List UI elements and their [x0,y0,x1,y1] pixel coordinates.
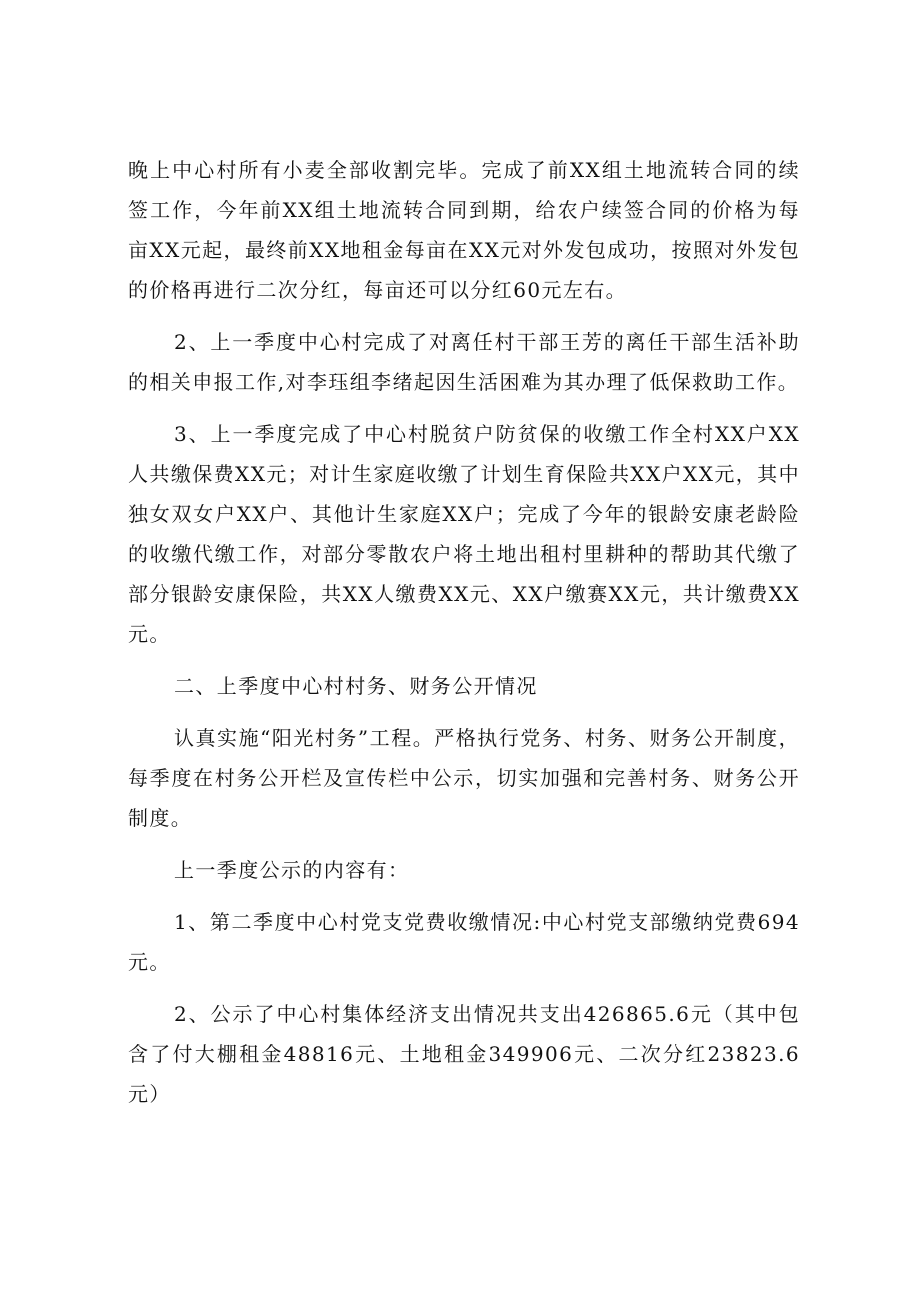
paragraph-disclosure-content-intro: 上一季度公示的内容有： [174,858,410,882]
paragraph-collective-expenditure: 2、公示了中心村集体经济支出情况共支出426865.6元（其中包含了付大棚租金48816元、土地租金349906元、二次分红23823.6元） [128,1002,800,1106]
document-body [128,150,800,1114]
paragraph-harvest-and-land-contracts: 晚上中心村所有小麦全部收割完毕。完成了前XX组土地流转合同的续签工作，今年前XX组土地流转合同到期，给农户续签合同的价格为每亩XX元起，最终前XX地租金每亩在XX元对外发包成功，按照对外发包的价格再进行二次分红，每亩还可以分红60元左右。 [128,158,800,302]
section-heading-village-affairs-disclosure: 二、上季度中心村村务、财务公开情况 [174,674,538,698]
paragraph-retired-cadre-subsidy: 2、上一季度中心村完成了对离任村干部王芳的离任干部生活补助的相关申报工作,对李珏组李绪起因生活困难为其办理了低保救助工作。 [128,330,800,394]
paragraph-party-dues: 1、第二季度中心村党支党费收缴情况:中心村党支部缴纳党费694元。 [128,910,800,974]
paragraph-sunshine-village-affairs: 认真实施“阳光村务”工程。严格执行党务、村务、财务公开制度，每季度在村务公开栏及宣传栏中公示，切实加强和完善村务、财务公开制度。 [128,726,800,830]
paragraph-insurance-collection: 3、上一季度完成了中心村脱贫户防贫保的收缴工作全村XX户XX人共缴保费XX元；对计生家庭收缴了计划生育保险共XX户XX元，其中独女双女户XX户、其他计生家庭XX户；完成了今年的银龄安康老龄险的收缴代缴工作，对部分零散农户将土地出租村里耕种的帮助其代缴了部分银龄安康保险，共XX人缴费XX元、XX户缴赛XX元，共计缴费XX元。 [128,422,800,646]
